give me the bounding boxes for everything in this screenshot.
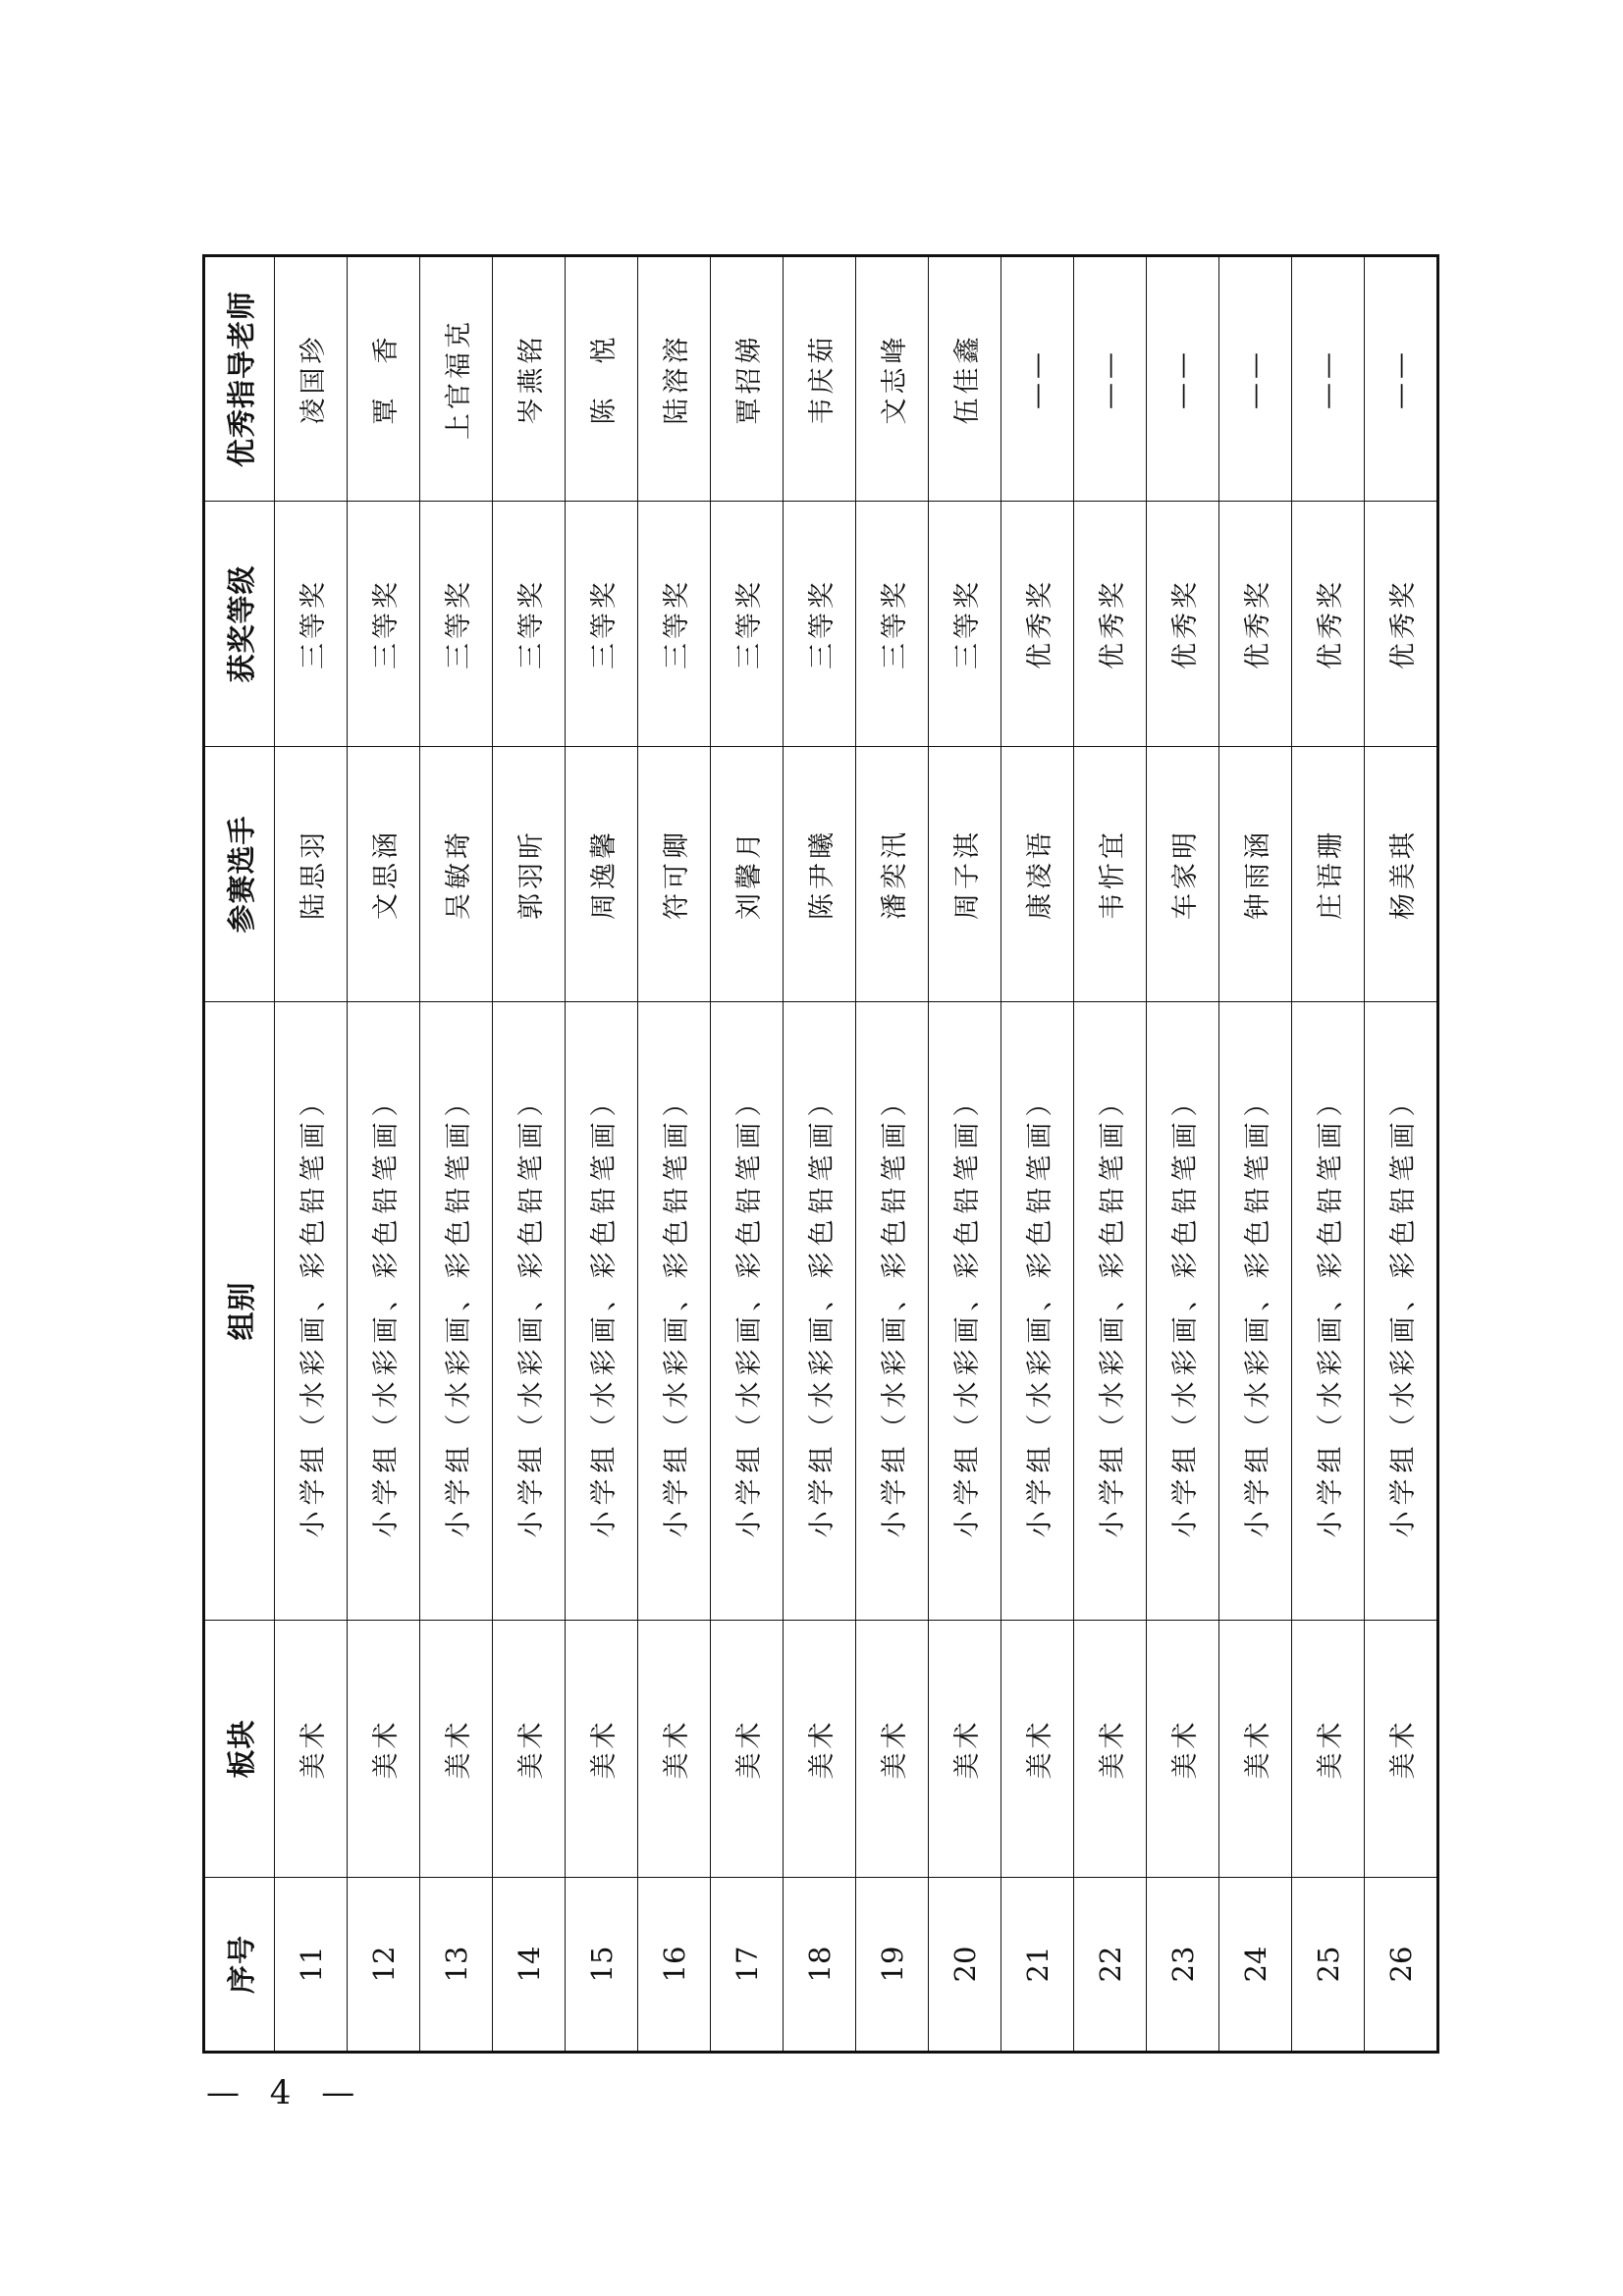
cell-section: 美术 (420, 1621, 493, 1878)
table-row (784, 256, 856, 2053)
cell-group: 小学组（水彩画、彩色铅笔画） (856, 1002, 929, 1621)
cell-contestant: 车家明 (1147, 747, 1219, 1002)
table-row (929, 256, 1001, 2053)
cell-group: 小学组（水彩画、彩色铅笔画） (348, 1002, 420, 1621)
award-table (202, 254, 1439, 2054)
cell-group: 小学组（水彩画、彩色铅笔画） (638, 1002, 711, 1621)
cell-number: 22 (1074, 1878, 1147, 2053)
cell-number: 15 (566, 1878, 638, 2053)
cell-number: 23 (1147, 1878, 1219, 2053)
cell-group: 小学组（水彩画、彩色铅笔画） (1365, 1002, 1438, 1621)
cell-award: 三等奖 (784, 502, 856, 747)
cell-contestant: 吴敏琦 (420, 747, 493, 1002)
table-row (711, 256, 784, 2053)
cell-contestant: 周子淇 (929, 747, 1001, 1002)
cell-teacher: 伍佳鑫 (929, 256, 1001, 502)
cell-contestant: 钟雨涵 (1219, 747, 1292, 1002)
cell-contestant: 郭羽昕 (493, 747, 566, 1002)
cell-contestant: 周逸馨 (566, 747, 638, 1002)
cell-teacher: —— (1074, 256, 1147, 502)
cell-number: 18 (784, 1878, 856, 2053)
table-row (1219, 256, 1292, 2053)
cell-teacher: 文志峰 (856, 256, 929, 502)
cell-group: 小学组（水彩画、彩色铅笔画） (566, 1002, 638, 1621)
cell-teacher: —— (1147, 256, 1219, 502)
table-header (204, 256, 275, 2053)
cell-number: 21 (1001, 1878, 1074, 2053)
cell-teacher: 陆溶溶 (638, 256, 711, 502)
cell-number: 24 (1219, 1878, 1292, 2053)
table-row (1292, 256, 1365, 2053)
cell-group: 小学组（水彩画、彩色铅笔画） (1292, 1002, 1365, 1621)
cell-contestant: 韦忻宜 (1074, 747, 1147, 1002)
cell-section: 美术 (638, 1621, 711, 1878)
cell-teacher: —— (1365, 256, 1438, 502)
cell-number: 12 (348, 1878, 420, 2053)
cell-teacher: 覃 香 (348, 256, 420, 502)
cell-group: 小学组（水彩画、彩色铅笔画） (275, 1002, 348, 1621)
cell-contestant: 康凌语 (1001, 747, 1074, 1002)
table-row (1365, 256, 1438, 2053)
cell-number: 14 (493, 1878, 566, 2053)
cell-teacher: 韦庆茹 (784, 256, 856, 502)
cell-number: 20 (929, 1878, 1001, 2053)
table-row (1074, 256, 1147, 2053)
cell-teacher: —— (1219, 256, 1292, 502)
cell-section: 美术 (856, 1621, 929, 1878)
cell-number: 26 (1365, 1878, 1438, 2053)
cell-section: 美术 (711, 1621, 784, 1878)
table-row (1147, 256, 1219, 2053)
cell-teacher: 凌国珍 (275, 256, 348, 502)
cell-award: 三等奖 (856, 502, 929, 747)
cell-group: 小学组（水彩画、彩色铅笔画） (420, 1002, 493, 1621)
cell-group: 小学组（水彩画、彩色铅笔画） (1074, 1002, 1147, 1621)
cell-award: 三等奖 (711, 502, 784, 747)
header-number: 序号 (204, 1878, 275, 2053)
header-award: 获奖等级 (204, 502, 275, 747)
cell-section: 美术 (1074, 1621, 1147, 1878)
cell-section: 美术 (1365, 1621, 1438, 1878)
table-row (566, 256, 638, 2053)
cell-award: 优秀奖 (1292, 502, 1365, 747)
cell-section: 美术 (929, 1621, 1001, 1878)
cell-teacher: 岑燕铭 (493, 256, 566, 502)
table-row (348, 256, 420, 2053)
cell-teacher: —— (1292, 256, 1365, 502)
cell-award: 三等奖 (929, 502, 1001, 747)
cell-number: 25 (1292, 1878, 1365, 2053)
cell-group: 小学组（水彩画、彩色铅笔画） (1001, 1002, 1074, 1621)
cell-section: 美术 (566, 1621, 638, 1878)
cell-contestant: 潘奕汛 (856, 747, 929, 1002)
cell-group: 小学组（水彩画、彩色铅笔画） (1219, 1002, 1292, 1621)
header-group: 组别 (204, 1002, 275, 1621)
cell-number: 11 (275, 1878, 348, 2053)
header-teacher: 优秀指导老师 (204, 256, 275, 502)
cell-section: 美术 (348, 1621, 420, 1878)
cell-award: 三等奖 (493, 502, 566, 747)
cell-contestant: 杨美琪 (1365, 747, 1438, 1002)
cell-award: 三等奖 (420, 502, 493, 747)
cell-section: 美术 (1292, 1621, 1365, 1878)
cell-award: 优秀奖 (1365, 502, 1438, 747)
cell-contestant: 陈尹曦 (784, 747, 856, 1002)
cell-teacher: 上官福克 (420, 256, 493, 502)
cell-teacher: 覃招娣 (711, 256, 784, 502)
cell-group: 小学组（水彩画、彩色铅笔画） (784, 1002, 856, 1621)
table-row (275, 256, 348, 2053)
page-number: — 4 — (206, 2073, 365, 2112)
cell-award: 三等奖 (566, 502, 638, 747)
header-row (204, 256, 275, 2053)
cell-award: 三等奖 (348, 502, 420, 747)
table-row (638, 256, 711, 2053)
table-row (493, 256, 566, 2053)
cell-number: 19 (856, 1878, 929, 2053)
cell-group: 小学组（水彩画、彩色铅笔画） (711, 1002, 784, 1621)
cell-section: 美术 (1147, 1621, 1219, 1878)
cell-section: 美术 (493, 1621, 566, 1878)
cell-contestant: 刘馨月 (711, 747, 784, 1002)
cell-contestant: 陆思羽 (275, 747, 348, 1002)
cell-number: 16 (638, 1878, 711, 2053)
header-section: 板块 (204, 1621, 275, 1878)
cell-award: 优秀奖 (1147, 502, 1219, 747)
table-body (275, 256, 1438, 2053)
cell-award: 优秀奖 (1219, 502, 1292, 747)
cell-award: 优秀奖 (1001, 502, 1074, 747)
cell-award: 三等奖 (275, 502, 348, 747)
cell-section: 美术 (784, 1621, 856, 1878)
cell-teacher: 陈 悦 (566, 256, 638, 502)
cell-contestant: 文思涵 (348, 747, 420, 1002)
cell-group: 小学组（水彩画、彩色铅笔画） (493, 1002, 566, 1621)
header-contestant: 参赛选手 (204, 747, 275, 1002)
cell-teacher: —— (1001, 256, 1074, 502)
cell-group: 小学组（水彩画、彩色铅笔画） (1147, 1002, 1219, 1621)
cell-contestant: 庄语珊 (1292, 747, 1365, 1002)
cell-group: 小学组（水彩画、彩色铅笔画） (929, 1002, 1001, 1621)
cell-contestant: 符可卿 (638, 747, 711, 1002)
cell-award: 三等奖 (638, 502, 711, 747)
cell-number: 17 (711, 1878, 784, 2053)
table-row (856, 256, 929, 2053)
cell-number: 13 (420, 1878, 493, 2053)
table-row (420, 256, 493, 2053)
table-row (1001, 256, 1074, 2053)
cell-award: 优秀奖 (1074, 502, 1147, 747)
cell-section: 美术 (1001, 1621, 1074, 1878)
cell-section: 美术 (275, 1621, 348, 1878)
cell-section: 美术 (1219, 1621, 1292, 1878)
